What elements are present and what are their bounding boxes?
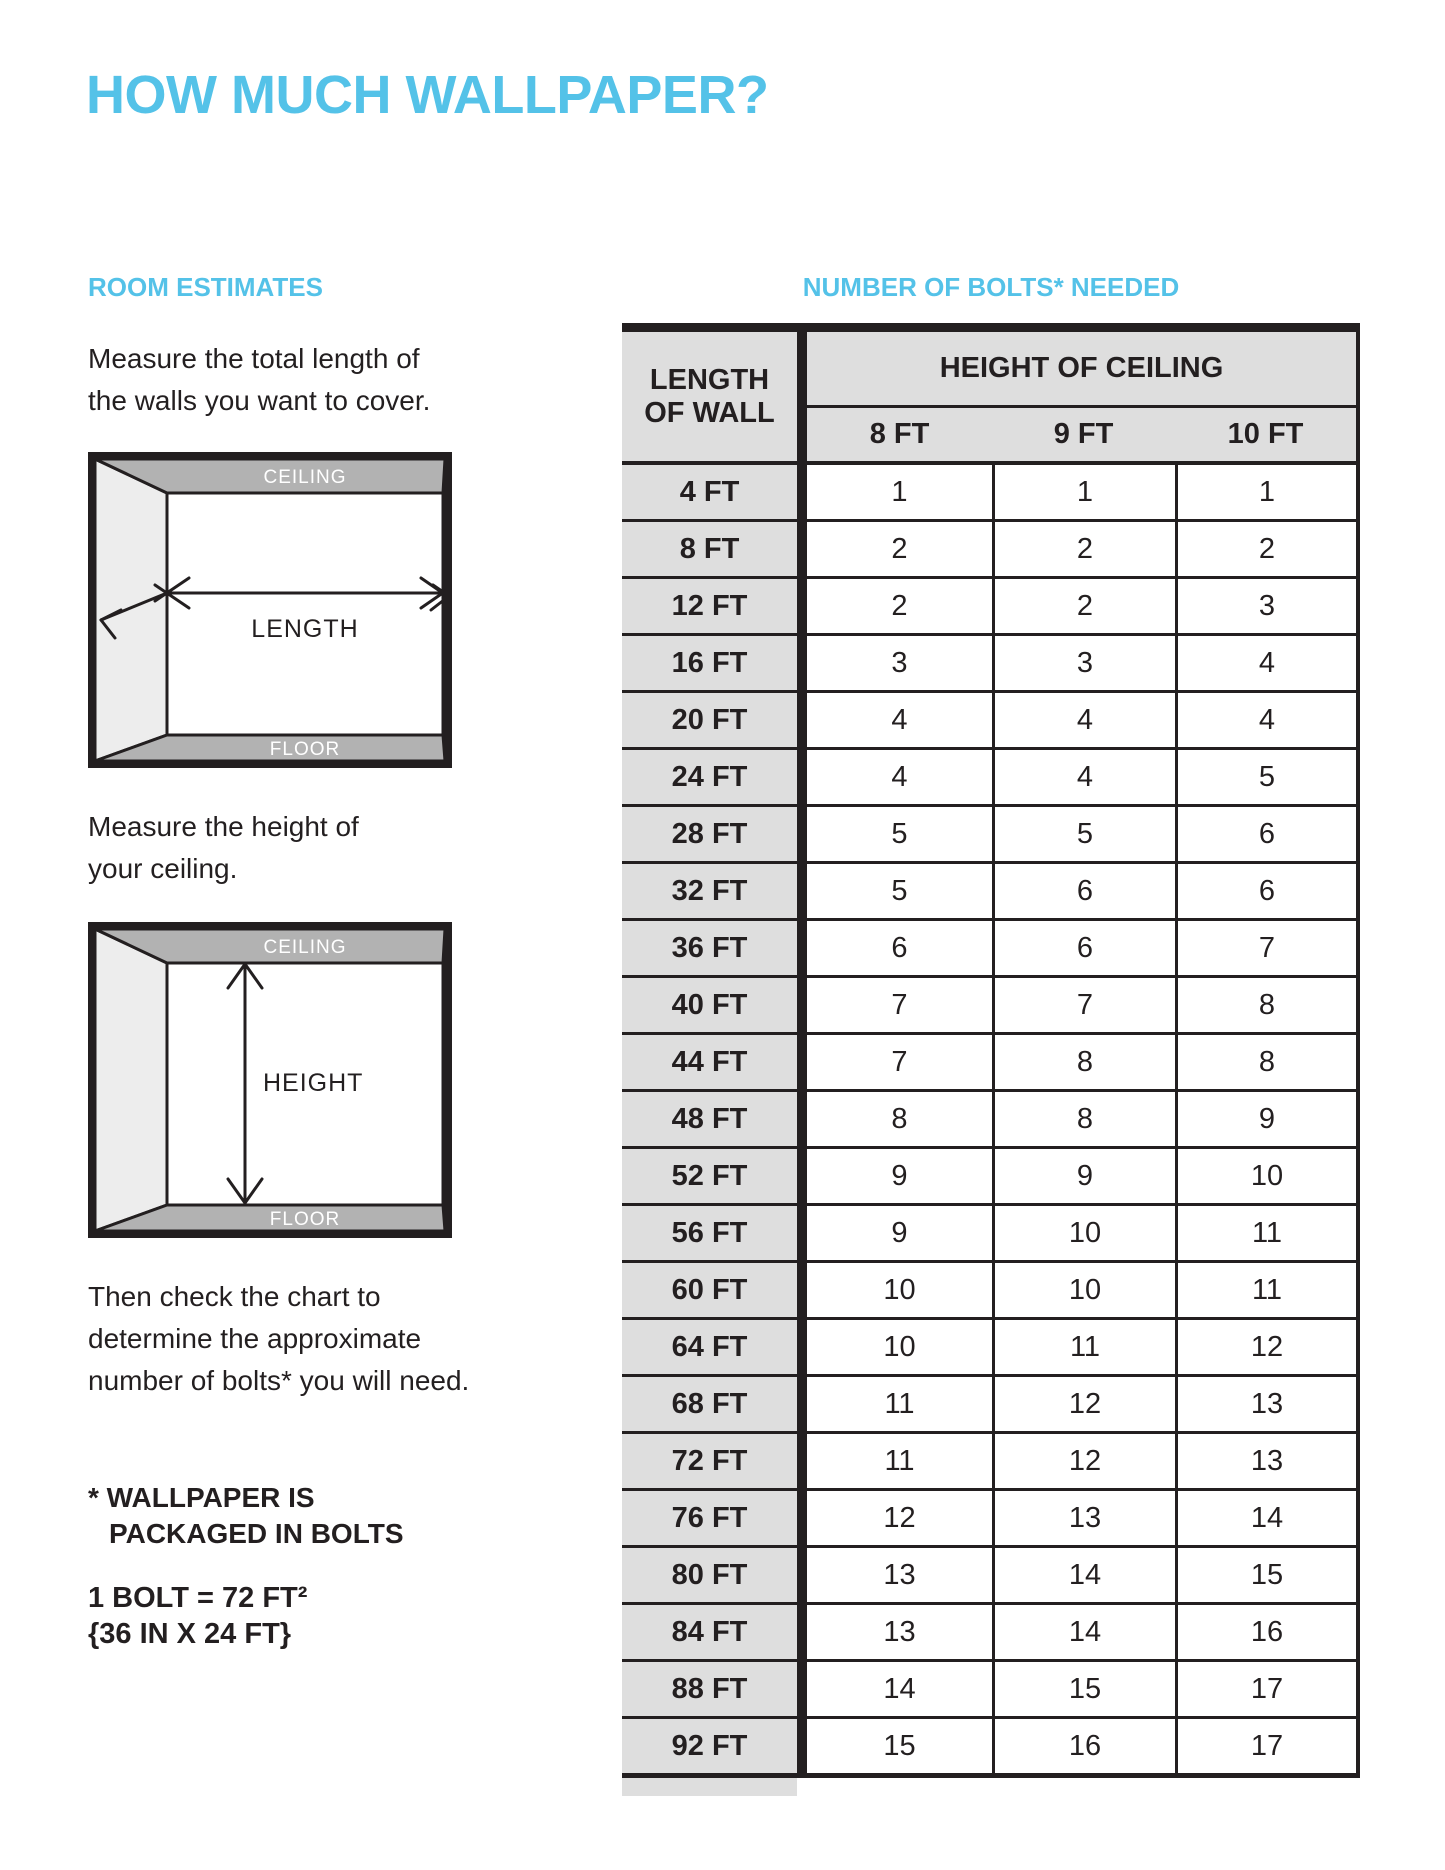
section-heading-bolts-needed: NUMBER OF BOLTS* NEEDED [802, 272, 1180, 302]
bolt-count-cell: 15 [807, 1719, 992, 1773]
bolt-count-cell: 11 [992, 1320, 1175, 1374]
bolt-count-cell: 7 [992, 978, 1175, 1032]
table-row [622, 1263, 1356, 1320]
table-row [622, 921, 1356, 978]
bolt-count-cell: 15 [992, 1662, 1175, 1716]
instruction-line: number of bolts* you will need. [88, 1365, 470, 1396]
row-length-label: 68 FT [622, 1377, 797, 1431]
footnote-line: * WALLPAPER IS [88, 1482, 315, 1513]
bolt-count-cell: 12 [992, 1377, 1175, 1431]
row-length-label: 28 FT [622, 807, 797, 861]
table-row [622, 1434, 1356, 1491]
bolt-count-cell: 2 [992, 522, 1175, 576]
room-length-diagram [88, 452, 452, 768]
bolts-footnote [88, 1480, 404, 1552]
instruction-line: Measure the height of [88, 811, 359, 842]
table-row [622, 750, 1356, 807]
bolt-size-line: {36 IN X 24 FT} [88, 1618, 292, 1650]
bolt-count-cell: 1 [1175, 465, 1356, 519]
bolt-count-cell: 5 [992, 807, 1175, 861]
row-length-label: 76 FT [622, 1491, 797, 1545]
row-length-label: 88 FT [622, 1662, 797, 1716]
length-label: LENGTH [251, 615, 359, 643]
instruction-step-height [88, 806, 359, 890]
table-thick-divider [797, 750, 807, 804]
table-thick-divider [797, 921, 807, 975]
table-thick-divider [797, 636, 807, 690]
bolt-count-cell: 3 [992, 636, 1175, 690]
row-length-label: 72 FT [622, 1434, 797, 1488]
bolt-count-cell: 15 [1175, 1548, 1356, 1602]
row-length-label: 20 FT [622, 693, 797, 747]
bolt-count-cell: 11 [807, 1434, 992, 1488]
bolt-count-cell: 9 [807, 1206, 992, 1260]
table-row [622, 1206, 1356, 1263]
footnote-line: PACKAGED IN BOLTS [109, 1518, 404, 1549]
table-row [622, 1605, 1356, 1662]
table-thick-divider [797, 1035, 807, 1089]
length-of-wall-header [622, 332, 797, 461]
bolt-count-cell: 6 [992, 921, 1175, 975]
bolt-count-cell: 13 [992, 1491, 1175, 1545]
row-length-label: 64 FT [622, 1320, 797, 1374]
instruction-line: determine the approximate [88, 1323, 422, 1354]
table-thick-divider [797, 1434, 807, 1488]
bolt-count-cell: 8 [992, 1035, 1175, 1089]
table-row [622, 579, 1356, 636]
table-thick-divider [797, 1320, 807, 1374]
height-of-ceiling-header: HEIGHT OF CEILING [807, 332, 1356, 408]
bolt-count-cell: 2 [992, 579, 1175, 633]
instruction-step-chart [88, 1276, 469, 1402]
bolt-count-cell: 9 [807, 1149, 992, 1203]
header-line: OF WALL [644, 396, 775, 429]
table-thick-divider [797, 693, 807, 747]
table-row [622, 807, 1356, 864]
table-header [622, 332, 1356, 465]
bolt-count-cell: 13 [807, 1605, 992, 1659]
table-row [622, 978, 1356, 1035]
col-header-9ft: 9 FT [992, 408, 1175, 461]
instruction-line: your ceiling. [88, 853, 238, 884]
bolt-count-cell: 9 [1175, 1092, 1356, 1146]
ceiling-label: CEILING [263, 467, 347, 488]
bolt-count-cell: 12 [807, 1491, 992, 1545]
bolt-count-cell: 11 [807, 1377, 992, 1431]
table-thick-divider [797, 1149, 807, 1203]
instruction-line: Then check the chart to [88, 1281, 381, 1312]
bolt-count-cell: 8 [992, 1092, 1175, 1146]
row-length-label: 92 FT [622, 1719, 797, 1773]
table-row [622, 1092, 1356, 1149]
table-thick-divider [797, 807, 807, 861]
table-row [622, 1035, 1356, 1092]
table-thick-divider [797, 1491, 807, 1545]
bolt-count-cell: 8 [1175, 978, 1356, 1032]
table-row [622, 1491, 1356, 1548]
bolt-count-cell: 1 [807, 465, 992, 519]
row-length-label: 4 FT [622, 465, 797, 519]
col-header-10ft: 10 FT [1175, 408, 1356, 461]
bolt-count-cell: 12 [992, 1434, 1175, 1488]
bolt-count-cell: 10 [807, 1263, 992, 1317]
table-frame [622, 332, 1360, 1778]
bolt-count-cell: 4 [1175, 693, 1356, 747]
bolt-count-cell: 13 [1175, 1434, 1356, 1488]
section-heading-room-estimates: ROOM ESTIMATES [88, 272, 323, 302]
bolt-count-cell: 2 [1175, 522, 1356, 576]
bolt-count-cell: 6 [807, 921, 992, 975]
table-top-border [622, 323, 1360, 332]
row-length-label: 48 FT [622, 1092, 797, 1146]
bolt-count-cell: 1 [992, 465, 1175, 519]
table-row [622, 1149, 1356, 1206]
bolt-size-line: 1 BOLT = 72 FT² [88, 1582, 308, 1614]
bolt-count-cell: 10 [1175, 1149, 1356, 1203]
bolt-count-cell: 4 [1175, 636, 1356, 690]
table-row [622, 1719, 1356, 1778]
bolt-count-cell: 17 [1175, 1719, 1356, 1773]
row-length-label: 80 FT [622, 1548, 797, 1602]
table-left-column-stub [622, 1778, 797, 1796]
bolt-count-cell: 14 [807, 1662, 992, 1716]
bolt-count-cell: 8 [807, 1092, 992, 1146]
table-thick-divider [797, 1206, 807, 1260]
table-row [622, 636, 1356, 693]
bolt-count-cell: 6 [1175, 864, 1356, 918]
room-height-diagram [88, 922, 452, 1238]
bolt-count-cell: 4 [807, 693, 992, 747]
bolt-count-cell: 14 [992, 1548, 1175, 1602]
table-row [622, 465, 1356, 522]
bolt-count-cell: 7 [807, 978, 992, 1032]
table-thick-divider [797, 1662, 807, 1716]
row-length-label: 12 FT [622, 579, 797, 633]
row-length-label: 32 FT [622, 864, 797, 918]
bolt-count-cell: 3 [1175, 579, 1356, 633]
bolt-count-cell: 10 [807, 1320, 992, 1374]
row-length-label: 56 FT [622, 1206, 797, 1260]
bolt-size-info [88, 1580, 307, 1652]
bolt-count-cell: 2 [807, 522, 992, 576]
bolt-count-cell: 10 [992, 1263, 1175, 1317]
row-length-label: 24 FT [622, 750, 797, 804]
table-thick-divider [797, 465, 807, 519]
bolts-table [622, 323, 1360, 1796]
bolt-count-cell: 17 [1175, 1662, 1356, 1716]
table-row [622, 693, 1356, 750]
table-thick-divider [797, 579, 807, 633]
row-length-label: 36 FT [622, 921, 797, 975]
bolt-count-cell: 8 [1175, 1035, 1356, 1089]
bolt-count-cell: 5 [807, 864, 992, 918]
bolt-count-cell: 12 [1175, 1320, 1356, 1374]
bolt-count-cell: 2 [807, 579, 992, 633]
row-length-label: 60 FT [622, 1263, 797, 1317]
row-length-label: 52 FT [622, 1149, 797, 1203]
table-row [622, 1377, 1356, 1434]
bolt-count-cell: 7 [1175, 921, 1356, 975]
bolt-count-cell: 4 [992, 693, 1175, 747]
bolt-count-cell: 13 [1175, 1377, 1356, 1431]
instruction-line: Measure the total length of [88, 343, 420, 374]
bolt-count-cell: 6 [992, 864, 1175, 918]
left-wall [95, 929, 167, 1231]
row-length-label: 84 FT [622, 1605, 797, 1659]
bolt-count-cell: 9 [992, 1149, 1175, 1203]
table-thick-divider [797, 1548, 807, 1602]
table-row [622, 1662, 1356, 1719]
header-line: LENGTH [649, 363, 770, 396]
table-row [622, 1548, 1356, 1605]
bolt-count-cell: 5 [1175, 750, 1356, 804]
table-thick-divider [797, 1719, 807, 1773]
bolt-count-cell: 3 [807, 636, 992, 690]
table-thick-divider [797, 1263, 807, 1317]
table-thick-divider [797, 1605, 807, 1659]
bolt-table-body [622, 465, 1356, 1778]
bolt-count-cell: 11 [1175, 1206, 1356, 1260]
bolt-count-cell: 14 [1175, 1491, 1356, 1545]
table-thick-divider [797, 332, 807, 461]
bolt-count-cell: 16 [992, 1719, 1175, 1773]
row-length-label: 8 FT [622, 522, 797, 576]
row-length-label: 44 FT [622, 1035, 797, 1089]
row-length-label: 40 FT [622, 978, 797, 1032]
instruction-line: the walls you want to cover. [88, 385, 431, 416]
table-row [622, 522, 1356, 579]
bolt-count-cell: 4 [992, 750, 1175, 804]
floor-label: FLOOR [269, 739, 341, 760]
back-wall [167, 493, 443, 735]
row-length-label: 16 FT [622, 636, 797, 690]
table-thick-divider [797, 864, 807, 918]
table-thick-divider [797, 1092, 807, 1146]
bolt-count-cell: 11 [1175, 1263, 1356, 1317]
height-label: HEIGHT [263, 1069, 364, 1097]
col-header-8ft: 8 FT [807, 408, 992, 461]
instruction-step-length [88, 338, 430, 422]
bolt-count-cell: 5 [807, 807, 992, 861]
table-thick-divider [797, 522, 807, 576]
ceiling-label: CEILING [263, 937, 347, 958]
bolt-count-cell: 10 [992, 1206, 1175, 1260]
bolt-count-cell: 6 [1175, 807, 1356, 861]
bolt-count-cell: 7 [807, 1035, 992, 1089]
page-title: HOW MUCH WALLPAPER? [86, 65, 769, 125]
table-row [622, 1320, 1356, 1377]
floor-label: FLOOR [269, 1209, 341, 1230]
bolt-count-cell: 13 [807, 1548, 992, 1602]
bolt-count-cell: 14 [992, 1605, 1175, 1659]
table-thick-divider [797, 1377, 807, 1431]
table-thick-divider [797, 978, 807, 1032]
bolt-count-cell: 16 [1175, 1605, 1356, 1659]
left-wall [95, 459, 167, 761]
bolt-count-cell: 4 [807, 750, 992, 804]
table-row [622, 864, 1356, 921]
